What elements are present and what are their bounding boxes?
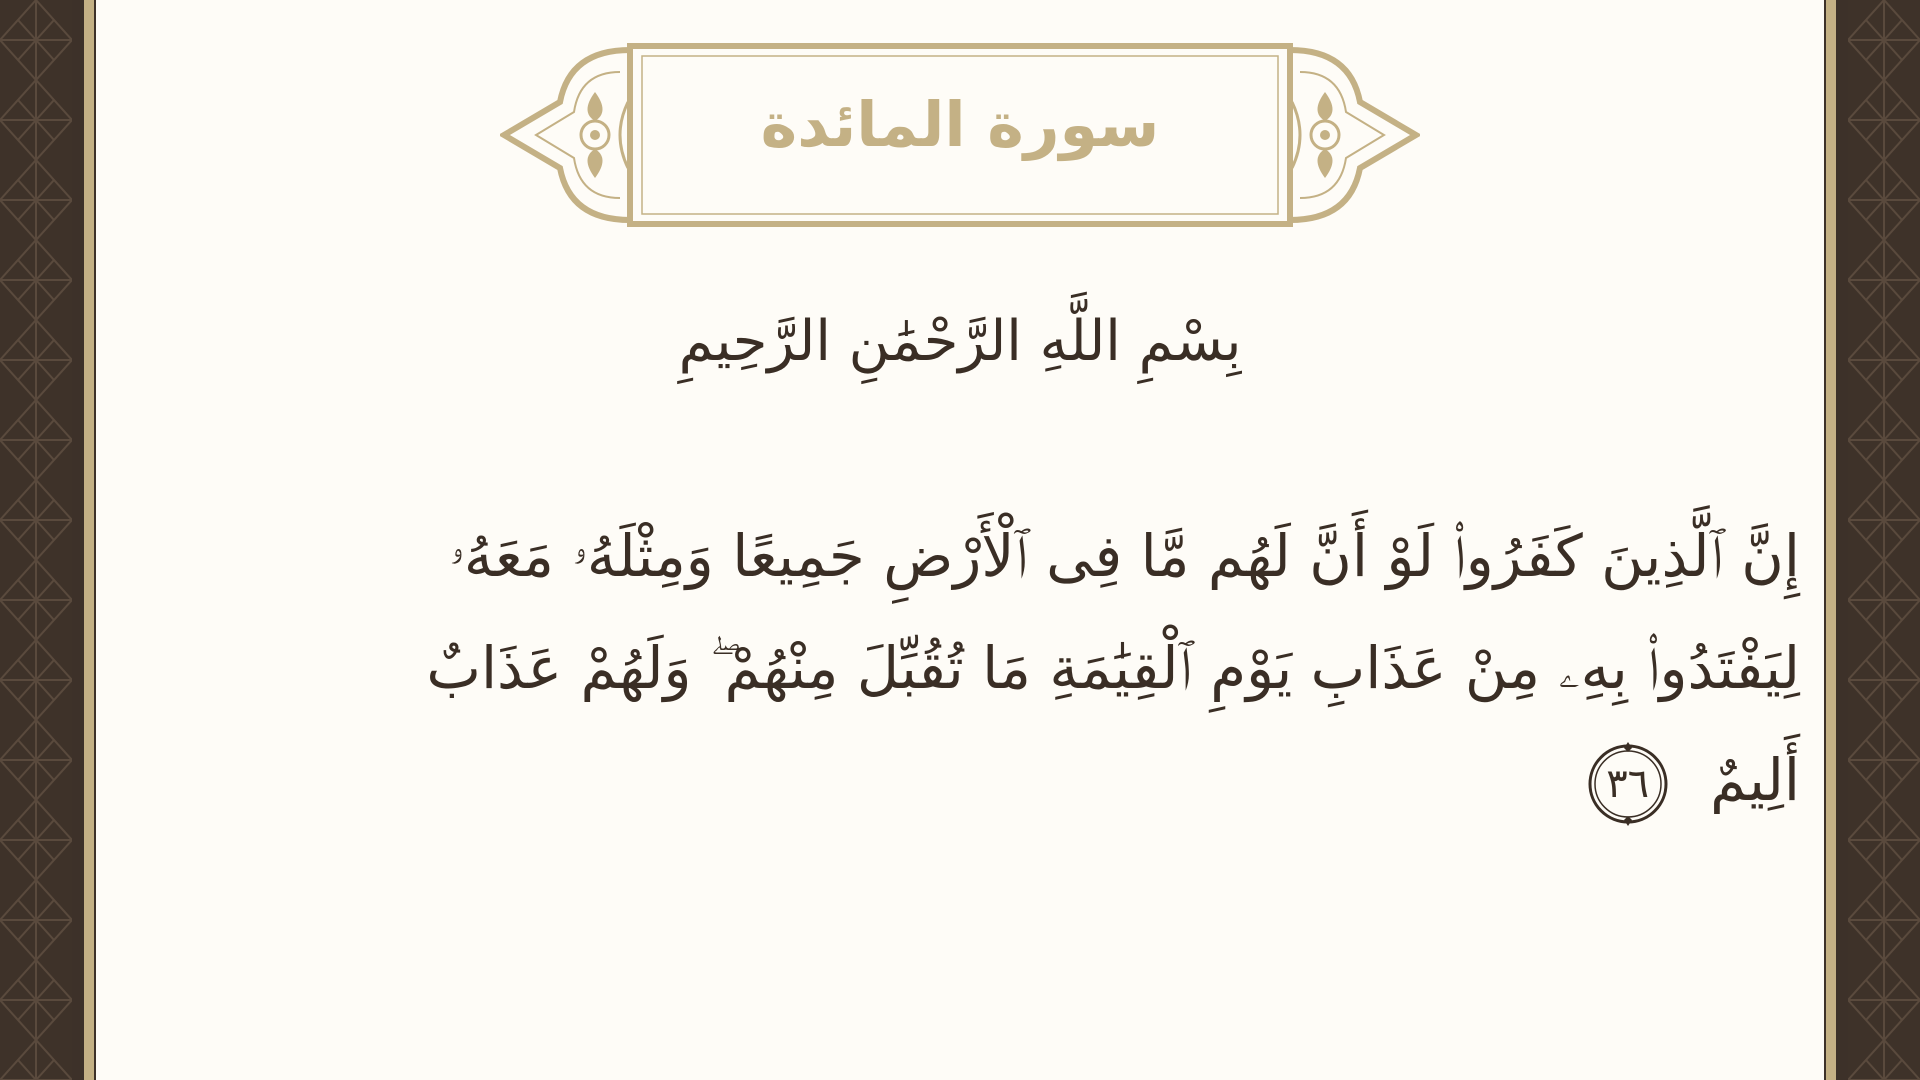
verse-block (340, 500, 1800, 880)
basmala: بِسْمِ اللَّهِ الرَّحْمَٰنِ الرَّحِيمِ (678, 309, 1242, 374)
ayah-number: ٣٦ (1606, 760, 1650, 807)
right-ornamental-border (1848, 0, 1920, 1080)
right-gold-rule (1826, 0, 1836, 1080)
ayah-number-marker (1584, 740, 1672, 828)
left-gold-rule (84, 0, 94, 1080)
verse-text: إِنَّ ٱلَّذِينَ كَفَرُوا۟ لَوْ أَنَّ لَهُم مَّا فِى ٱلْأَرْضِ جَمِيعًا وَمِثْلَهُۥ مَعَهُۥ لِيَفْتَدُوا۟ بِهِۦ مِنْ عَذَابِ يَوْمِ ٱلْقِيَٰمَةِ مَا تُقُبِّلَ مِنْهُمْ ۖ وَلَهُمْ عَذَابٌ أَلِيمٌ (426, 522, 1800, 814)
left-ornamental-border (0, 0, 72, 1080)
surah-title: سورة المائدة (760, 88, 1160, 161)
